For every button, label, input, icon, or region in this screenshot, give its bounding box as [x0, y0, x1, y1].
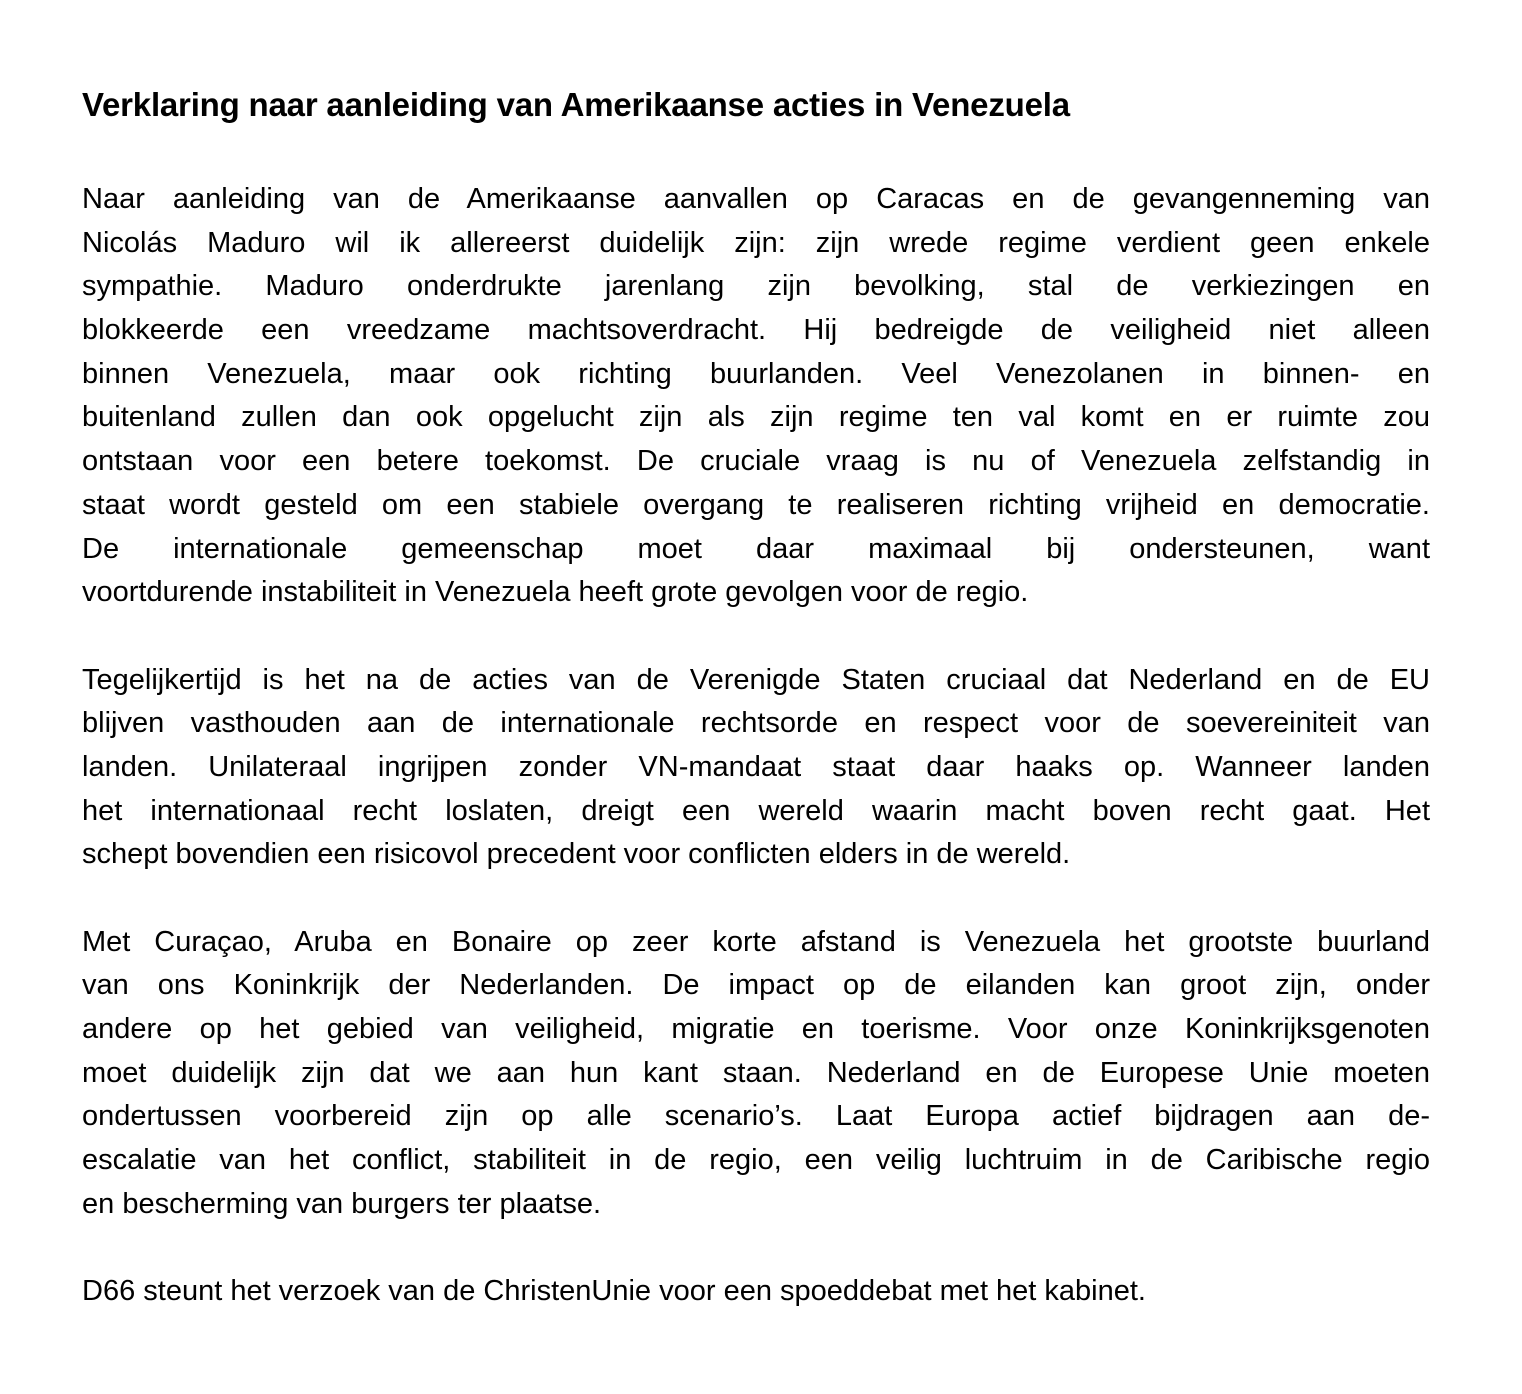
document-title: Verklaring naar aanleiding van Amerikaanse acties in Venezuela — [82, 86, 1070, 123]
text-line: Tegelijkertijd is het na de acties van de Verenigde Staten cruciaal dat Nederland en de EU — [82, 663, 1430, 696]
text-line: sympathie. Maduro onderdrukte jarenlang zijn bevolking, stal de verkiezingen en — [82, 270, 1430, 303]
paragraph — [82, 1270, 1430, 1314]
text-line: buitenland zullen dan ook opgelucht zijn als zijn regime ten val komt en er ruimte zou — [82, 401, 1430, 434]
text-line: escalatie van het conflict, stabiliteit in de regio, een veilig luchtruim in de Caribische regio — [82, 1144, 1430, 1177]
text-line: Met Curaçao, Aruba en Bonaire op zeer korte afstand is Venezuela het grootste buurland — [82, 925, 1430, 958]
text-line: het internationaal recht loslaten, dreigt een wereld waarin macht boven recht gaat. Het — [82, 794, 1430, 827]
document — [82, 82, 1430, 1314]
text-line: De internationale gemeenschap moet daar maximaal bij ondersteunen, want — [82, 532, 1430, 565]
text-line: D66 steunt het verzoek van de ChristenUnie voor een spoeddebat met het kabinet. — [82, 1275, 1146, 1308]
text-line: andere op het gebied van veiligheid, migratie en toerisme. Voor onze Koninkrijksgenoten — [82, 1013, 1430, 1046]
text-line: binnen Venezuela, maar ook richting buurlanden. Veel Venezolanen in binnen- en — [82, 357, 1430, 390]
document-body — [82, 178, 1430, 1314]
text-line: Naar aanleiding van de Amerikaanse aanvallen op Caracas en de gevangenneming van — [82, 183, 1430, 215]
text-line: staat wordt gesteld om een stabiele overgang te realiseren richting vrijheid en democratie. — [82, 488, 1430, 521]
text-line: Nicolás Maduro wil ik allereerst duidelijk zijn: zijn wrede regime verdient geen enkele — [82, 226, 1430, 259]
text-line: moet duidelijk zijn dat we aan hun kant staan. Nederland en de Europese Unie moeten — [82, 1056, 1430, 1089]
paragraph — [82, 178, 1430, 615]
text-line: ontstaan voor een betere toekomst. De cruciale vraag is nu of Venezuela zelfstandig in — [82, 445, 1430, 478]
text-line: en bescherming van burgers ter plaatse. — [82, 1187, 602, 1220]
text-line: landen. Unilateraal ingrijpen zonder VN-mandaat staat daar haaks op. Wanneer landen — [82, 750, 1430, 783]
paragraph — [82, 659, 1430, 877]
text-line: ondertussen voorbereid zijn op alle scenario’s. Laat Europa actief bijdragen aan de- — [82, 1100, 1430, 1133]
text-line: van ons Koninkrijk der Nederlanden. De impact op de eilanden kan groot zijn, onder — [82, 969, 1430, 1002]
text-line: blijven vasthouden aan de internationale rechtsorde en respect voor de soevereiniteit van — [82, 707, 1430, 740]
paragraph — [82, 921, 1430, 1227]
text-line: voortdurende instabiliteit in Venezuela heeft grote gevolgen voor de regio. — [82, 576, 1029, 609]
text-line: schept bovendien een risicovol precedent voor conflicten elders in de wereld. — [82, 838, 1071, 871]
text-line: blokkeerde een vreedzame machtsoverdracht. Hij bedreigde de veiligheid niet alleen — [82, 314, 1430, 347]
